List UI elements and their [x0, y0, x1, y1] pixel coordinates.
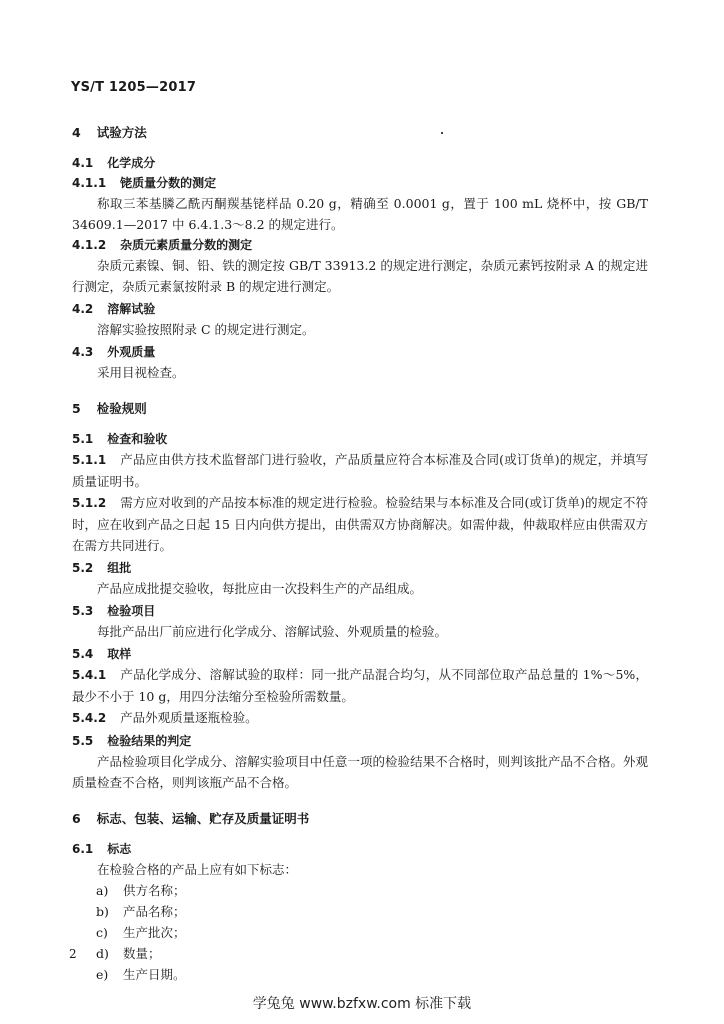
list-marker: a) — [96, 883, 109, 898]
clause-title: 取样 — [107, 647, 132, 661]
clause-heading-5.2 — [72, 558, 648, 578]
clause-number: 6.1 — [72, 842, 94, 856]
paragraph: 每批产品出厂前应进行化学成分、溶解试验、外观质量的检验。 — [97, 624, 448, 639]
section-title: 标志、包装、运输、贮存及质量证明书 — [96, 811, 310, 826]
section-heading-6 — [72, 810, 648, 828]
paragraph: 采用目视检查。 — [97, 365, 185, 380]
clause-text: 需方应对收到的产品按本标准的规定进行检验。检验结果与本标准及合同(或订货单)的规定不符时，应在收到产品之日起 15 日内向供方提出，由供需双方协商解决。如需仲裁，仲裁取样应由供需双方在需方共同进行。 — [72, 495, 648, 553]
numbered-clause-5.1.1 — [72, 449, 648, 492]
clause-heading-4.1.1 — [72, 173, 648, 193]
clause-number: 5.4.2 — [72, 711, 107, 725]
clause-text: 产品外观质量逐瓶检验。 — [120, 710, 258, 725]
numbered-clause-5.1.2 — [72, 492, 648, 556]
section-number: 5 — [72, 401, 81, 416]
clause-heading-4.2 — [72, 299, 648, 319]
clause-heading-5.5 — [72, 731, 648, 751]
clause-heading-5.3 — [72, 601, 648, 621]
clause-heading-6.1 — [72, 839, 648, 859]
clause-heading-5.1 — [72, 429, 648, 449]
list-text: 供方名称； — [123, 883, 186, 898]
numbered-clause-5.4.2 — [72, 707, 648, 729]
clause-heading-4.1.2 — [72, 235, 648, 255]
clause-title: 检验结果的判定 — [107, 734, 192, 748]
clause-number: 5.3 — [72, 604, 94, 618]
list-item — [72, 964, 648, 985]
paragraph: 产品检验项目化学成分、溶解实验项目中任意一项的检验结果不合格时，则判该批产品不合格。外观质量检查不合格，则判该瓶产品不合格。 — [72, 754, 648, 790]
clause-number: 4.1.1 — [72, 176, 107, 190]
clause-number: 4.3 — [72, 345, 94, 359]
paragraph: 称取三苯基膦乙酰丙酮羰基铑样品 0.20 g，精确至 0.0001 g，置于 100 mL 烧杯中，按 GB/T 34609.1—2017 中 6.4.1.3～8.2 的规定进行。 — [72, 196, 652, 232]
paragraph: 溶解实验按照附录 C 的规定进行测定。 — [97, 322, 315, 337]
clause-title: 标志 — [107, 842, 132, 856]
list-text: 数量； — [123, 946, 161, 961]
clause-number: 4.2 — [72, 302, 94, 316]
clause-number: 4.1 — [72, 156, 94, 170]
clause-heading-5.4 — [72, 644, 648, 664]
clause-title: 外观质量 — [107, 345, 156, 359]
section-heading-4 — [72, 124, 648, 142]
clause-number: 5.4 — [72, 647, 94, 661]
list-item — [72, 922, 648, 943]
clause-title: 检验项目 — [107, 604, 156, 618]
section-heading-5 — [72, 400, 648, 418]
list-text: 生产批次； — [123, 925, 186, 940]
clause-title: 检查和验收 — [107, 432, 168, 446]
marking-list — [72, 880, 648, 985]
clause-text: 产品应由供方技术监督部门进行验收，产品质量应符合本标准及合同(或订货单)的规定，并填写质量证明书。 — [72, 452, 648, 489]
list-text: 生产日期。 — [123, 967, 186, 982]
clause-heading-4.3 — [72, 342, 648, 362]
list-marker: c) — [96, 925, 108, 940]
clause-title: 化学成分 — [107, 156, 156, 170]
section-number: 6 — [72, 811, 81, 826]
paragraph: 杂质元素镍、铜、铅、铁的测定按 GB/T 33913.2 的规定进行测定，杂质元素钙按附录 A 的规定进行测定，杂质元素氯按附录 B 的规定进行测定。 — [72, 258, 648, 294]
section-number: 4 — [72, 125, 81, 140]
paragraph: 在检验合格的产品上应有如下标志： — [97, 862, 298, 877]
clause-title: 组批 — [107, 561, 132, 575]
clause-title: 溶解试验 — [107, 302, 156, 316]
clause-title: 铑质量分数的测定 — [120, 176, 217, 190]
clause-number: 4.1.2 — [72, 238, 107, 252]
section-title: 试验方法 — [96, 125, 147, 140]
clause-heading-4.1 — [72, 153, 648, 173]
list-item — [72, 901, 648, 922]
numbered-clause-5.4.1 — [72, 664, 648, 707]
clause-text: 产品化学成分、溶解试验的取样：同一批产品混合均匀，从不同部位取产品总量的 1%～5%，最少不小于 10 g，用四分法缩分至检验所需数量。 — [72, 667, 648, 704]
page-number: 2 — [69, 947, 77, 961]
clause-number: 5.5 — [72, 734, 94, 748]
download-watermark-footer: 学兔兔 www.bzfxw.com 标准下载 — [252, 996, 472, 1012]
paragraph: 产品应成批提交验收，每批应由一次投料生产的产品组成。 — [97, 581, 423, 596]
clause-number: 5.2 — [72, 561, 94, 575]
clause-number: 5.1 — [72, 432, 94, 446]
document-body — [72, 124, 652, 985]
section-title: 检验规则 — [96, 401, 147, 416]
list-marker: e) — [96, 967, 109, 982]
clause-number: 5.1.2 — [72, 496, 107, 510]
clause-number: 5.4.1 — [72, 668, 107, 682]
clause-number: 5.1.1 — [72, 453, 107, 467]
list-item — [72, 943, 648, 964]
standard-code: YS/T 1205—2017 — [71, 80, 197, 95]
list-text: 产品名称； — [123, 904, 186, 919]
list-item — [72, 880, 648, 901]
list-marker: b) — [96, 904, 109, 919]
clause-title: 杂质元素质量分数的测定 — [120, 238, 253, 252]
list-marker: d) — [96, 946, 109, 961]
